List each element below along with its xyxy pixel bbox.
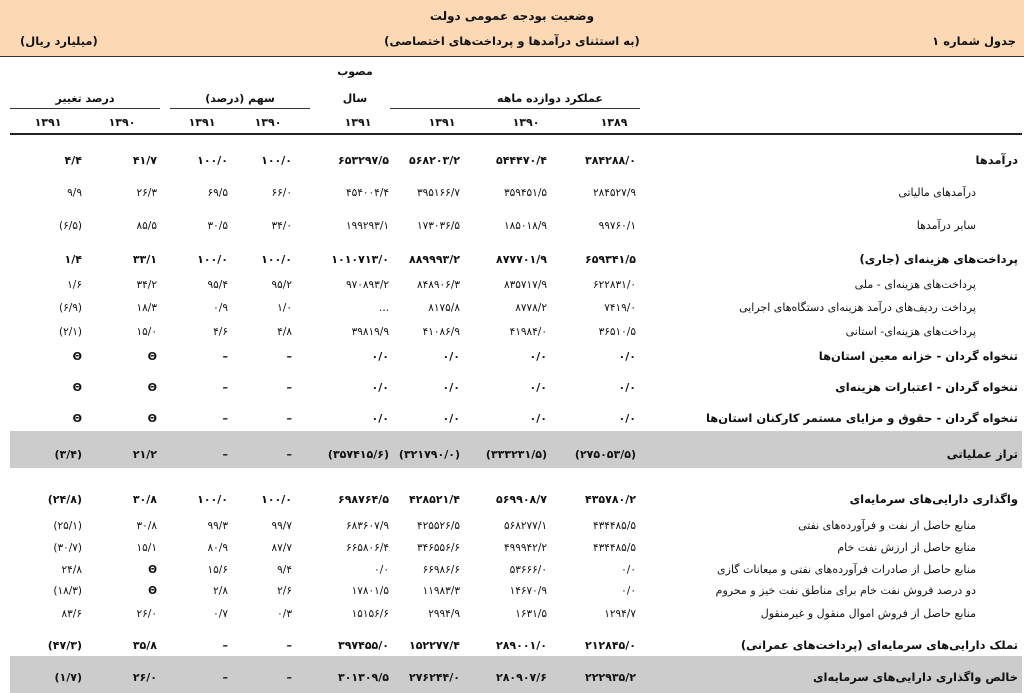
row-value-col-7: ۲۶/۰ xyxy=(132,671,157,684)
table-title: وضعیت بودجه عمومی دولت xyxy=(429,9,595,23)
row-value-col-8: ۱/۶ xyxy=(67,279,82,291)
table-header-band xyxy=(0,0,1024,57)
row-value-col-3: ۱۱۹۸۳/۳ xyxy=(422,585,460,597)
row-value-col-4: ۱۷۸۰۱/۵ xyxy=(351,585,389,597)
year-col-8: ۱۳۹۱ xyxy=(34,116,62,129)
row-value-col-3: ۸۸۹۹۹۳/۲ xyxy=(408,253,460,266)
row-value-col-8: ۴/۴ xyxy=(64,154,82,167)
row-value-col-1: (۲۷۵۰۵۳/۵) xyxy=(574,448,636,461)
row-value-col-5: ۶۶/۰ xyxy=(271,187,292,199)
row-value-col-7: ۲۶/۰ xyxy=(136,608,157,620)
row-value-col-5: ۲/۶ xyxy=(277,585,292,597)
row-value-col-5: – xyxy=(286,350,292,363)
row-value-col-8: Θ xyxy=(72,412,82,425)
row-value-col-4: ۰/۰ xyxy=(374,564,389,576)
share-underline xyxy=(170,108,310,109)
row-value-col-5: ۴/۸ xyxy=(277,326,292,338)
row-label: منابع حاصل از فروش اموال منقول و غیرمنقول xyxy=(760,607,976,620)
year-col-6: ۱۳۹۱ xyxy=(188,116,216,129)
row-value-col-4: ... xyxy=(378,302,389,314)
row-value-col-2: ۸۷۷۸/۲ xyxy=(515,302,547,314)
row-value-col-6: ۱۵/۶ xyxy=(207,564,228,576)
row-value-col-8: Θ xyxy=(72,381,82,394)
performance-header: عملکرد دوازده ماهه xyxy=(497,92,603,105)
row-value-col-5: ۹۵/۲ xyxy=(271,279,292,291)
row-value-col-7: ۱۵/۱ xyxy=(136,542,157,554)
row-value-col-5: ۱۰۰/۰ xyxy=(261,154,292,167)
row-value-col-3: ۰/۰ xyxy=(442,412,460,425)
row-label: تنخواه گردان - حقوق و مزایای مستمر کارکنان استان‌ها xyxy=(705,411,1018,425)
row-value-col-2: ۳۵۹۴۵۱/۵ xyxy=(503,187,547,199)
row-value-col-3: ۵۶۸۲۰۳/۲ xyxy=(408,154,460,167)
row-value-col-6: ۲/۸ xyxy=(213,585,228,597)
row-value-col-2: ۰/۰ xyxy=(529,350,547,363)
row-value-col-6: ۱۰۰/۰ xyxy=(197,154,228,167)
row-value-col-5: – xyxy=(286,412,292,425)
row-value-col-5: – xyxy=(286,671,292,684)
row-value-col-6: – xyxy=(222,381,228,394)
row-value-col-8: (۲۵/۱) xyxy=(53,520,82,532)
row-label: واگذاری دارایی‌های سرمایه‌ای xyxy=(849,492,1018,506)
row-value-col-4: ۴۵۴۰۰۴/۴ xyxy=(345,187,389,199)
row-value-col-8: (۱/۷) xyxy=(54,671,82,684)
row-value-col-7: ۳۰/۸ xyxy=(136,520,157,532)
row-value-col-3: ۸۱۷۵/۸ xyxy=(428,302,460,314)
row-value-col-5: ۸۷/۷ xyxy=(271,542,292,554)
row-value-col-5: – xyxy=(286,381,292,394)
row-value-col-1: ۷۴۱۹/۰ xyxy=(604,302,636,314)
share-header: سهم (درصد) xyxy=(205,92,275,105)
row-value-col-5: ۰/۳ xyxy=(277,608,292,620)
row-label: تراز عملیاتی xyxy=(946,447,1018,461)
row-label: تملک دارایی‌های سرمایه‌ای (پرداخت‌های عمرانی) xyxy=(740,638,1018,652)
approved-header-line1: مصوب xyxy=(337,65,373,78)
row-value-col-6: – xyxy=(222,671,228,684)
performance-underline xyxy=(390,108,640,109)
row-value-col-2: ۴۹۹۹۴۲/۲ xyxy=(503,542,547,554)
row-value-col-1: ۲۱۲۸۴۵/۰ xyxy=(584,639,636,652)
row-value-col-6: ۰/۷ xyxy=(213,608,228,620)
row-value-col-8: (۳۰/۷) xyxy=(53,542,82,554)
row-value-col-1: ۶۵۹۳۴۱/۵ xyxy=(584,253,636,266)
row-value-col-6: ۴/۶ xyxy=(213,326,228,338)
row-value-col-8: (۴۷/۳) xyxy=(47,639,82,652)
table-number: جدول شماره ۱ xyxy=(932,34,1016,48)
row-value-col-2: ۱۸۵۰۱۸/۹ xyxy=(503,220,547,232)
row-value-col-4: ۱۵۱۵۶/۶ xyxy=(351,608,389,620)
row-value-col-1: ۰/۰ xyxy=(618,412,636,425)
row-value-col-3: ۳۹۵۱۶۶/۷ xyxy=(416,187,460,199)
header-bottom-rule xyxy=(10,133,1022,135)
row-value-col-8: ۱/۴ xyxy=(64,253,82,266)
row-label: خالص واگذاری دارایی‌های سرمایه‌ای xyxy=(812,670,1018,684)
row-label: درآمدهای مالیاتی xyxy=(898,186,976,199)
row-value-col-5: – xyxy=(286,448,292,461)
row-value-col-6: ۰/۹ xyxy=(213,302,228,314)
row-label: تنخواه گردان - خزانه معین استان‌ها xyxy=(818,349,1018,363)
row-value-col-8: (۶/۵) xyxy=(58,220,82,232)
row-value-col-4: ۹۷۰۸۹۳/۲ xyxy=(345,279,389,291)
row-value-col-6: ۸۰/۹ xyxy=(207,542,228,554)
year-col-3: ۱۳۹۱ xyxy=(428,116,456,129)
table-subtitle: (به استثنای درآمدها و پرداخت‌های اختصاصی) xyxy=(384,34,640,48)
row-value-col-3: ۸۴۸۹۰۶/۳ xyxy=(416,279,460,291)
row-value-col-2: ۵۶۸۲۷۷/۱ xyxy=(503,520,547,532)
row-label: منابع حاصل از صادرات فرآورده‌های نفتی و میعانات گازی xyxy=(717,563,976,576)
row-value-col-1: ۰/۰ xyxy=(618,350,636,363)
row-value-col-8: (۱۸/۳) xyxy=(53,585,82,597)
row-label: درآمدها xyxy=(975,153,1018,167)
row-value-col-2: (۳۳۳۲۳۱/۵) xyxy=(485,448,547,461)
row-value-col-7: ۳۳/۱ xyxy=(132,253,157,266)
row-value-col-6: ۱۰۰/۰ xyxy=(197,493,228,506)
row-value-col-8: (۲/۱) xyxy=(58,326,82,338)
row-value-col-8: ۲۴/۸ xyxy=(61,564,82,576)
row-label: پرداخت ردیف‌های درآمد هزینه‌ای دستگاه‌های اجرایی xyxy=(739,301,976,314)
row-value-col-4: ۱۰۱۰۷۱۳/۰ xyxy=(331,253,389,266)
row-value-col-7: Θ xyxy=(148,585,157,597)
row-value-col-5: ۳۴/۰ xyxy=(271,220,292,232)
row-value-col-8: Θ xyxy=(72,350,82,363)
row-value-col-7: ۱۸/۳ xyxy=(136,302,157,314)
row-value-col-3: ۰/۰ xyxy=(442,350,460,363)
row-value-col-4: ۶۵۳۲۹۷/۵ xyxy=(337,154,389,167)
change-header: درصد تغییر xyxy=(55,92,115,105)
row-value-col-1: ۳۶۵۱۰/۵ xyxy=(598,326,636,338)
row-value-col-4: ۳۰۱۳۰۹/۵ xyxy=(337,671,389,684)
row-value-col-7: ۲۱/۲ xyxy=(132,448,157,461)
row-value-col-6: ۱۰۰/۰ xyxy=(197,253,228,266)
row-value-col-4: (۳۵۷۴۱۵/۶) xyxy=(327,448,389,461)
row-value-col-1: ۲۸۴۵۲۷/۹ xyxy=(592,187,636,199)
row-value-col-2: ۵۳۶۶۶/۰ xyxy=(509,564,547,576)
row-value-col-7: ۸۵/۵ xyxy=(136,220,157,232)
row-value-col-5: ۹۹/۷ xyxy=(271,520,292,532)
row-value-col-7: ۳۴/۲ xyxy=(136,279,157,291)
row-value-col-2: ۸۳۵۷۱۷/۹ xyxy=(503,279,547,291)
row-value-col-1: ۲۲۲۹۳۵/۲ xyxy=(584,671,636,684)
row-value-col-6: ۳۰/۵ xyxy=(207,220,228,232)
row-value-col-1: ۰/۰ xyxy=(621,564,636,576)
row-value-col-7: Θ xyxy=(147,350,157,363)
row-value-col-8: (۲۴/۸) xyxy=(47,493,82,506)
row-label: منابع حاصل از ارزش نفت خام xyxy=(837,541,976,554)
row-value-col-8: ۸۳/۶ xyxy=(61,608,82,620)
row-value-col-2: ۲۸۰۹۰۷/۶ xyxy=(495,671,547,684)
row-value-col-3: ۲۹۹۴/۹ xyxy=(428,608,460,620)
row-value-col-3: ۶۶۹۸۶/۶ xyxy=(422,564,460,576)
row-label: منابع حاصل از نفت و فرآورده‌های نفتی xyxy=(798,519,976,532)
row-label: پرداخت‌های هزینه‌ای- استانی xyxy=(845,325,976,338)
row-value-col-4: ۳۹۸۱۹/۹ xyxy=(351,326,389,338)
row-value-col-5: ۱/۰ xyxy=(277,302,292,314)
row-value-col-5: – xyxy=(286,639,292,652)
row-value-col-3: ۴۲۸۵۲۱/۴ xyxy=(408,493,460,506)
change-underline xyxy=(10,108,160,109)
row-value-col-3: ۱۵۲۲۷۷/۴ xyxy=(408,639,460,652)
row-value-col-3: ۴۱۰۸۶/۹ xyxy=(422,326,460,338)
row-value-col-6: – xyxy=(222,412,228,425)
row-value-col-3: ۰/۰ xyxy=(442,381,460,394)
row-value-col-4: ۶۹۸۷۶۴/۵ xyxy=(337,493,389,506)
row-value-col-1: ۹۹۷۶۰/۱ xyxy=(598,220,636,232)
row-value-col-6: ۹۹/۳ xyxy=(207,520,228,532)
row-value-col-5: ۹/۴ xyxy=(277,564,292,576)
year-col-2: ۱۳۹۰ xyxy=(512,116,540,129)
row-value-col-4: ۰/۰ xyxy=(371,381,389,394)
row-value-col-3: ۲۷۶۲۴۴/۰ xyxy=(408,671,460,684)
year-col-7: ۱۳۹۰ xyxy=(108,116,136,129)
row-value-col-7: ۴۱/۷ xyxy=(132,154,157,167)
row-label: پرداخت‌های هزینه‌ای - ملی xyxy=(854,278,976,291)
row-value-col-8: (۳/۴) xyxy=(54,448,82,461)
year-col-1: ۱۳۸۹ xyxy=(600,116,628,129)
row-value-col-1: ۰/۰ xyxy=(621,585,636,597)
row-value-col-2: ۰/۰ xyxy=(529,412,547,425)
row-value-col-2: ۱۴۶۷۰/۹ xyxy=(509,585,547,597)
row-value-col-5: ۱۰۰/۰ xyxy=(261,493,292,506)
row-label: پرداخت‌های هزینه‌ای (جاری) xyxy=(859,252,1018,266)
row-value-col-4: ۶۸۳۶۰۷/۹ xyxy=(345,520,389,532)
row-value-col-2: ۵۴۴۴۷۰/۴ xyxy=(495,154,547,167)
row-value-col-1: ۴۳۴۴۸۵/۵ xyxy=(592,520,636,532)
unit-label: (میلیارد ریال) xyxy=(20,34,98,48)
row-value-col-2: ۴۱۹۸۴/۰ xyxy=(509,326,547,338)
row-value-col-8: (۶/۹) xyxy=(58,302,82,314)
year-col-5: ۱۳۹۰ xyxy=(254,116,282,129)
row-label: سایر درآمدها xyxy=(916,219,976,232)
row-value-col-2: ۱۶۳۱/۵ xyxy=(515,608,547,620)
row-value-col-7: Θ xyxy=(148,564,157,576)
row-value-col-4: ۰/۰ xyxy=(371,350,389,363)
row-value-col-7: Θ xyxy=(147,412,157,425)
row-value-col-3: ۳۴۶۵۵۶/۶ xyxy=(416,542,460,554)
row-value-col-7: Θ xyxy=(147,381,157,394)
year-col-4: ۱۳۹۱ xyxy=(344,116,372,129)
row-value-col-6: ۹۵/۴ xyxy=(207,279,228,291)
row-label: دو درصد فروش نفت خام برای مناطق نفت خیز و محروم xyxy=(715,584,976,597)
row-value-col-7: ۳۰/۸ xyxy=(132,493,157,506)
row-value-col-2: ۸۷۷۷۰۱/۹ xyxy=(495,253,547,266)
row-value-col-8: ۹/۹ xyxy=(67,187,82,199)
row-label: تنخواه گردان - اعتبارات هزینه‌ای xyxy=(835,380,1018,394)
row-value-col-5: ۱۰۰/۰ xyxy=(261,253,292,266)
row-value-col-6: ۶۹/۵ xyxy=(207,187,228,199)
row-value-col-3: ۱۷۳۰۳۶/۵ xyxy=(416,220,460,232)
row-value-col-1: ۴۳۵۷۸۰/۲ xyxy=(584,493,636,506)
approved-header-line2: سال xyxy=(342,92,368,105)
row-value-col-7: ۲۶/۳ xyxy=(136,187,157,199)
row-value-col-7: ۳۵/۸ xyxy=(132,639,157,652)
row-value-col-7: ۱۵/۰ xyxy=(136,326,157,338)
row-value-col-1: ۳۸۴۲۸۸/۰ xyxy=(584,154,636,167)
row-value-col-3: ۴۲۵۵۲۶/۵ xyxy=(416,520,460,532)
row-value-col-3: (۳۲۱۷۹۰/۰) xyxy=(398,448,460,461)
row-value-col-4: ۶۶۵۸۰۶/۴ xyxy=(345,542,389,554)
row-value-col-2: ۲۸۹۰۰۱/۰ xyxy=(495,639,547,652)
row-value-col-1: ۶۲۲۸۳۱/۰ xyxy=(592,279,636,291)
row-value-col-1: ۴۳۴۴۸۵/۵ xyxy=(592,542,636,554)
row-value-col-6: – xyxy=(222,639,228,652)
row-value-col-4: ۳۹۷۴۵۵/۰ xyxy=(337,639,389,652)
row-value-col-6: – xyxy=(222,448,228,461)
row-value-col-2: ۰/۰ xyxy=(529,381,547,394)
row-value-col-1: ۰/۰ xyxy=(618,381,636,394)
row-value-col-4: ۰/۰ xyxy=(371,412,389,425)
row-value-col-2: ۵۶۹۹۰۸/۷ xyxy=(495,493,547,506)
row-value-col-6: – xyxy=(222,350,228,363)
row-value-col-1: ۱۲۹۴/۷ xyxy=(604,608,636,620)
row-value-col-4: ۱۹۹۲۹۳/۱ xyxy=(345,220,389,232)
